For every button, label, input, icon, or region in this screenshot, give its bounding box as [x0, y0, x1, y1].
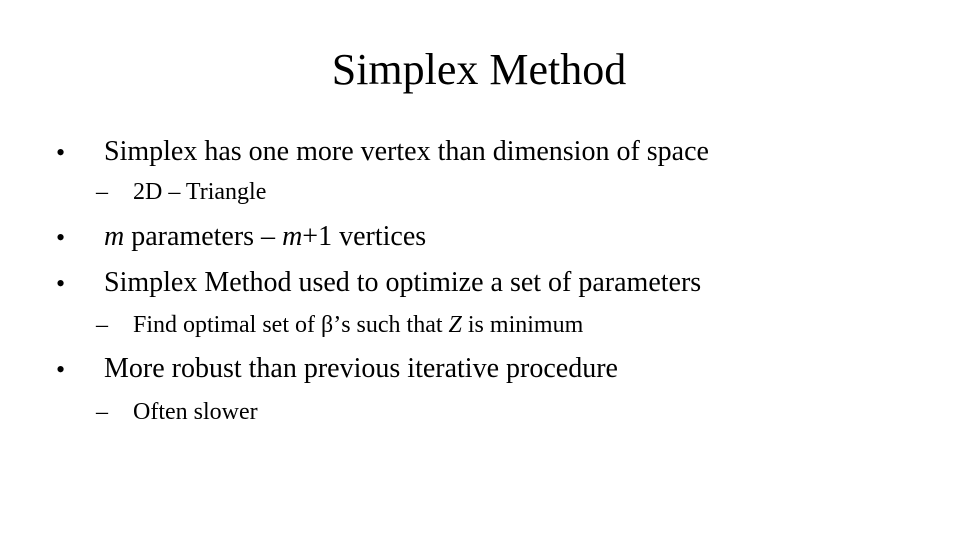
sub-bullet-text: Often slower: [133, 399, 258, 425]
math-var-m: m: [282, 221, 303, 252]
sub-bullet-marker: –: [96, 179, 108, 205]
bullet-marker: •: [56, 138, 66, 167]
sub-bullet-marker: –: [96, 399, 108, 425]
sub-bullet-marker: –: [96, 312, 108, 338]
beta-symbol: β: [321, 312, 334, 338]
bullet-text-part: parameters –: [124, 221, 283, 252]
bullet-marker: •: [56, 355, 66, 384]
sub-bullet-text-part: Find optimal set of: [133, 312, 321, 338]
bullet-text-part: +1 vertices: [302, 221, 427, 252]
sub-bullet-text-part: ’s such that: [333, 312, 449, 338]
math-var-m: m: [104, 221, 125, 252]
bullet-text: [104, 221, 426, 253]
slide-title: Simplex Method: [331, 45, 627, 94]
sub-bullet-text-part: is minimum: [461, 312, 584, 338]
bullet-text: Simplex has one more vertex than dimension of space: [104, 136, 709, 167]
bullet-text: More robust than previous iterative procedure: [104, 353, 618, 384]
bullet-marker: •: [56, 269, 66, 298]
sub-bullet-text: 2D – Triangle: [133, 179, 267, 205]
sub-bullet-text: [133, 311, 583, 339]
math-var-z: Z: [448, 312, 462, 338]
bullet-marker: •: [56, 223, 66, 252]
bullet-text: Simplex Method used to optimize a set of parameters: [104, 267, 702, 298]
